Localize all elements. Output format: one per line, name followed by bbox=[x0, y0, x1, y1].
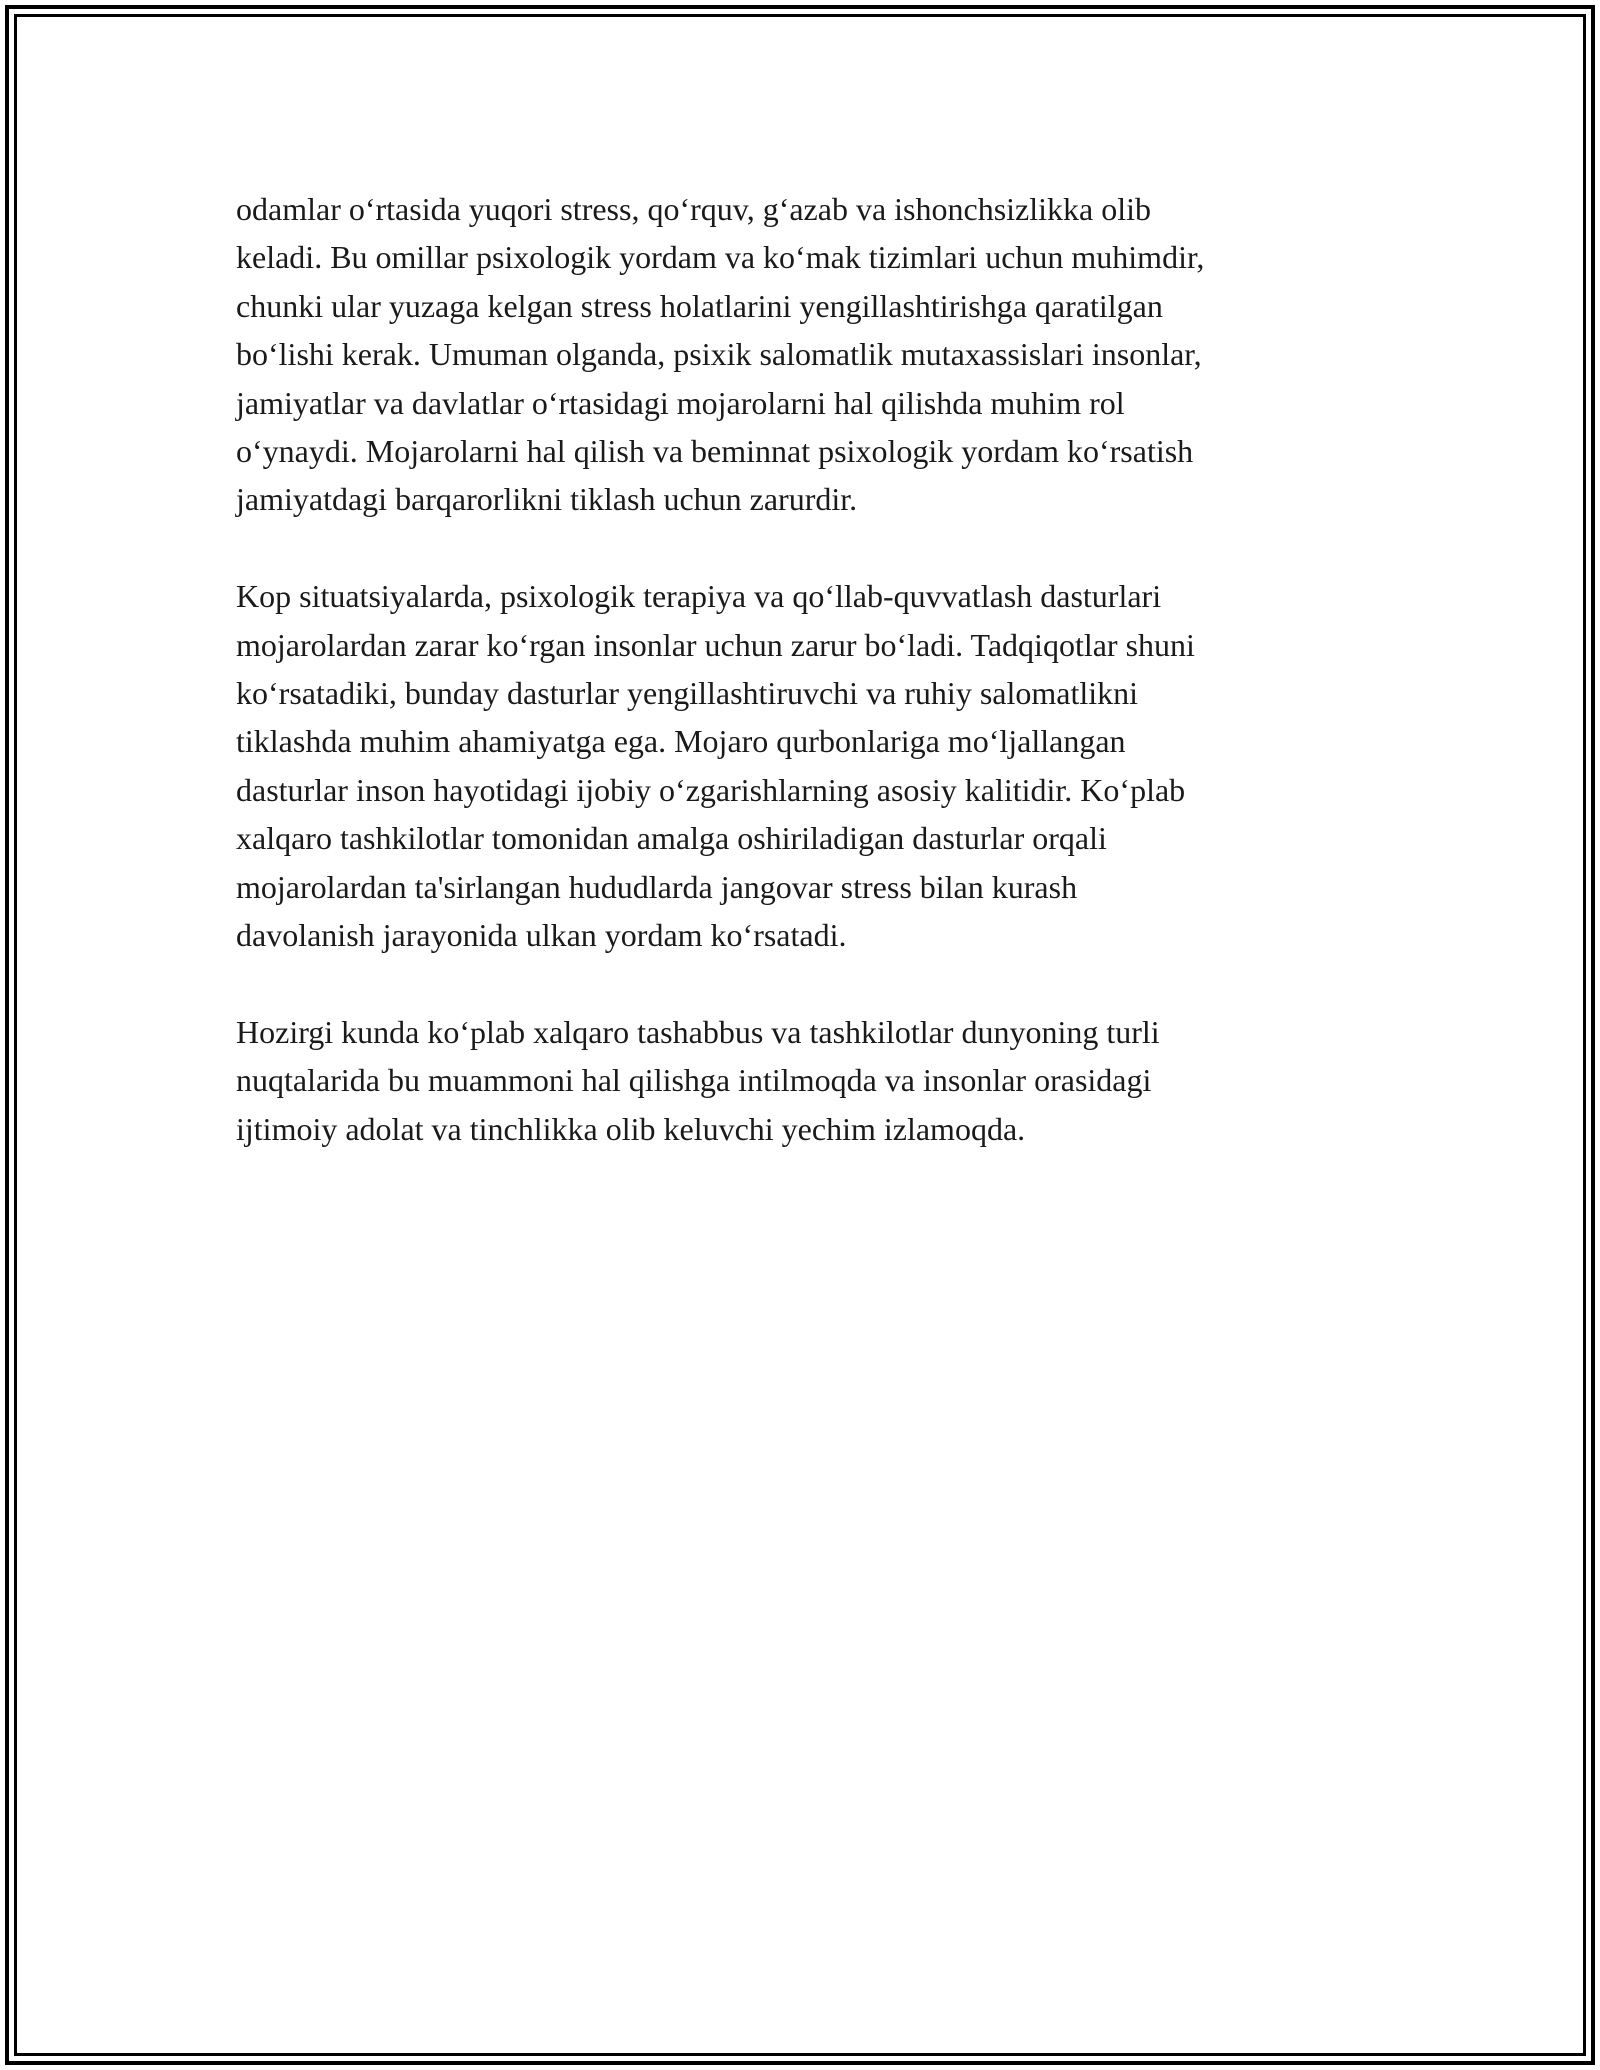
paragraph-3: Hozirgi kunda ko‘plab xalqaro tashabbus va tashkilotlar dunyoning turli nuqtalarida bu muammoni hal qilishga intilmoqda va insonlar orasidagi ijtimoiy adolat va tinchlikka olib keluvchi yechim izlamoqda. bbox=[236, 1013, 1160, 1147]
document-body bbox=[236, 185, 1366, 1201]
paragraph-1: odamlar o‘rtasida yuqori stress, qo‘rquv, g‘azab va ishonchsizlikka olib keladi. Bu omillar psixologik yordam va ko‘mak tizimlari uchun muhimdir, chunki ular yuzaga kelgan stress holatlarini yengillashtirishga qaratilgan bo‘lishi kerak. Umuman olganda, psixik salomatlik mutaxassislari insonlar, jamiyatlar va davlatlar o‘rtasidagi mojarolarni hal qilishda muhim rol o‘ynaydi. Mojarolarni hal qilish va beminnat psixologik yordam ko‘rsatish jamiyatdagi barqarorlikni tiklash uchun zarurdir. bbox=[236, 191, 1205, 518]
paragraph-2: Kop situatsiyalarda, psixologik terapiya va qo‘llab-quvvatlash dasturlari mojarolardan zarar ko‘rgan insonlar uchun zarur bo‘ladi. Tadqiqotlar shuni ko‘rsatadiki, bunday dasturlar yengillashtiruvchi va ruhiy salomatlikni tiklashda muhim ahamiyatga ega. Mojaro qurbonlariga mo‘ljallangan dasturlar inson hayotidagi ijobiy o‘zgarishlarning asosiy kalitidir. Ko‘plab xalqaro tashkilotlar tomonidan amalga oshiriladigan dasturlar orqali mojarolardan ta'sirlangan hududlarda jangovar stress bilan kurash davolanish jarayonida ulkan yordam ko‘rsatadi. bbox=[236, 578, 1195, 954]
